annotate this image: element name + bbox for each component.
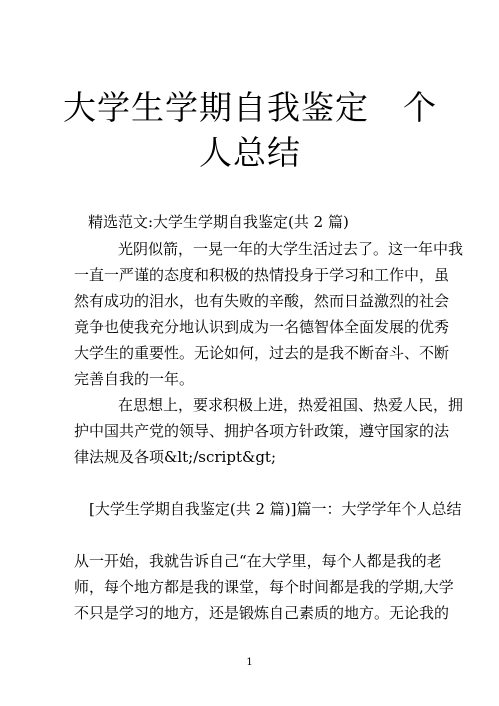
paragraph-3-line-2: 师，每个地方都是我的课堂，每个时间都是我的学期,大学 bbox=[74, 578, 454, 596]
paragraph-1-line-4: 竟争也使我充分地认识到成为一名德智体全面发展的优秀 bbox=[74, 318, 450, 336]
document-title-line-1: 大学生学期自我鉴定 个 bbox=[63, 88, 437, 127]
paragraph-1-line-1: 光阴似箭，一晃一年的大学生活过去了。这一年中我 bbox=[118, 240, 464, 258]
paragraph-1-line-2: 一直一严谨的态度和积极的热情投身于学习和工作中，虽 bbox=[74, 266, 450, 284]
paragraph-1-line-3: 然有成功的泪水，也有失败的辛酸，然而日益激烈的社会 bbox=[74, 292, 450, 310]
document-subtitle: 精选范文:大学生学期自我鉴定(共 2 篇) bbox=[88, 213, 349, 231]
paragraph-2-line-2: 护中国共产党的领导、拥护各项方针政策，遵守国家的法 bbox=[74, 422, 450, 440]
document-title-line-2: 人总结 bbox=[199, 133, 301, 172]
paragraph-3-line-3: 不只是学习的地方，还是锻炼自己素质的地方。无论我的 bbox=[74, 604, 450, 622]
section-heading: [大学生学期自我鉴定(共 2 篇)]篇一：大学学年个人总结 bbox=[89, 500, 462, 518]
paragraph-1-line-6: 完善自我的一年。 bbox=[74, 370, 195, 388]
paragraph-2-line-1: 在思想上，要求积极上进，热爱祖国、热爱人民，拥 bbox=[118, 396, 464, 414]
paragraph-2-line-3: 律法规及各项&lt;/script&gt; bbox=[74, 448, 277, 466]
paragraph-1-line-5: 大学生的重要性。无论如何，过去的是我不断奋斗、不断 bbox=[74, 344, 450, 362]
page-number: 1 bbox=[246, 657, 253, 668]
paragraph-3-line-1: 从一开始，我就告诉自己“在大学里，每个人都是我的老 bbox=[74, 552, 442, 570]
